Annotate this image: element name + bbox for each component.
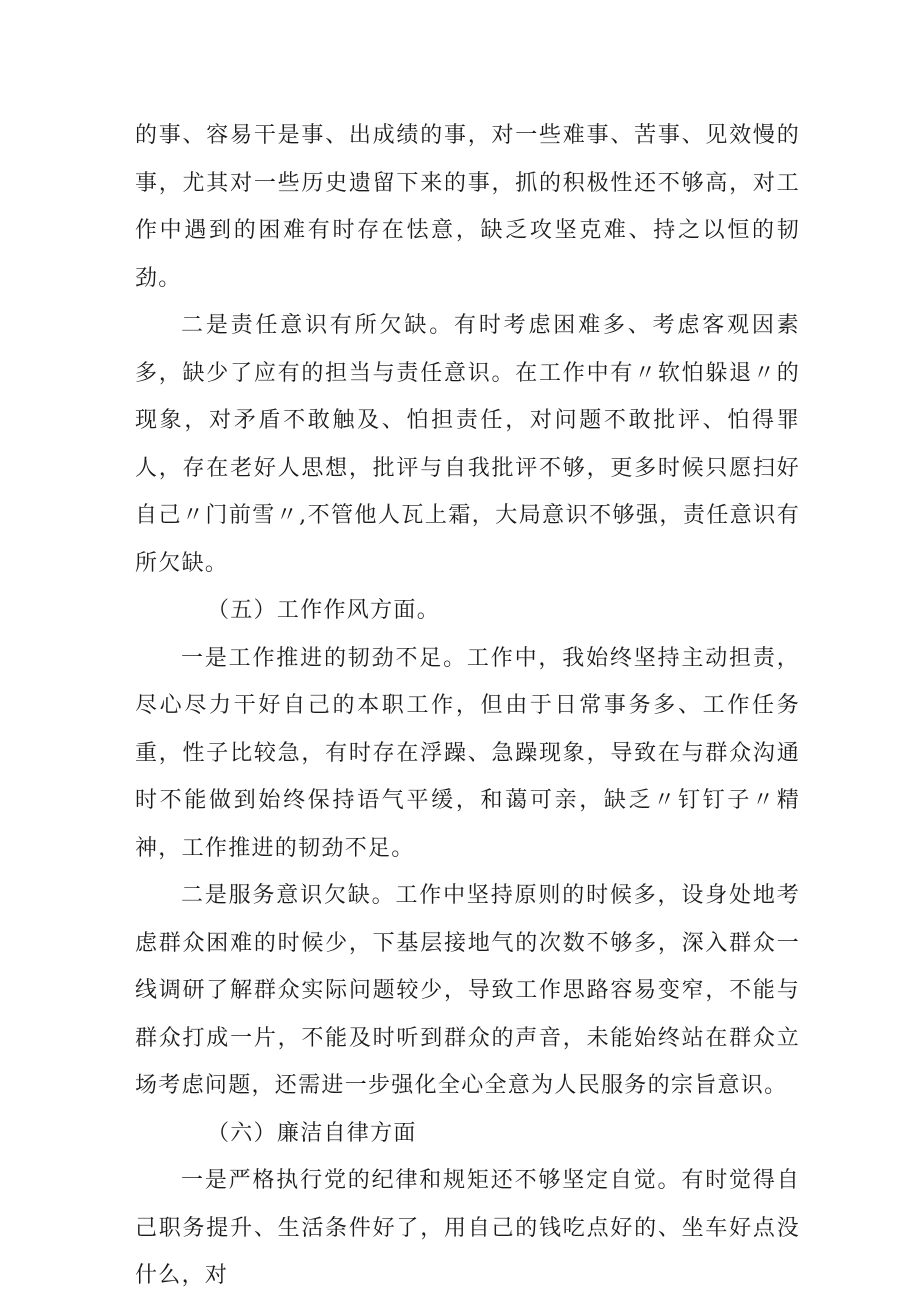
- paragraph-discipline: 一是严格执行党的纪律和规矩还不够坚定自觉。有时觉得自己职务提升、生活条件好了，用自己的钱吃点好的、坐车好点没什么，对: [135, 1168, 800, 1288]
- paragraph-service-awareness: 二是服务意识欠缺。工作中坚持原则的时候多，设身处地考虑群众困难的时候少，下基层接地气的次数不够多，深入群众一线调研了解群众实际问题较少，导致工作思路容易变窄，不能与群众打成一片，不能及时听到群众的声音，未能始终站在群众立场考虑问题，还需进一步强化全心全意为人民服务的宗旨意识。: [135, 883, 800, 1098]
- section-heading-work-style: （五）工作作风方面。: [207, 598, 441, 623]
- paragraph-work-tenacity: 一是工作推进的韧劲不足。工作中，我始终坚持主动担责，尽心尽力干好自己的本职工作，但由于日常事务多、工作任务重，性子比较急，有时存在浮躁、急躁现象，导致在与群众沟通时不能做到始终保持语气平缓，和蔼可亲，缺乏〃钉钉子〃精神，工作推进的韧劲不足。: [135, 645, 800, 861]
- paragraph-responsibility: 二是责任意识有所欠缺。有时考虑困难多、考虑客观因素多，缺少了应有的担当与责任意识。在工作中有〃软怕躲退〃的现象，对矛盾不敢触及、怕担责任，对问题不敢批评、怕得罪人，存在老好人思想，批评与自我批评不够，更多时候只愿扫好自己〃门前雪〃,不管他人瓦上霜，大局意识不够强，责任意识有所欠缺。: [135, 313, 800, 576]
- section-heading-integrity: （六）廉洁自律方面: [207, 1120, 417, 1146]
- paragraph-continued: 的事、容易干是事、出成绩的事，对一些难事、苦事、见效慢的事，尤其对一些历史遗留下来的事，抓的积极性还不够高，对工作中遇到的困难有时存在怯意，缺乏攻坚克难、持之以恒的韧劲。: [135, 123, 800, 291]
